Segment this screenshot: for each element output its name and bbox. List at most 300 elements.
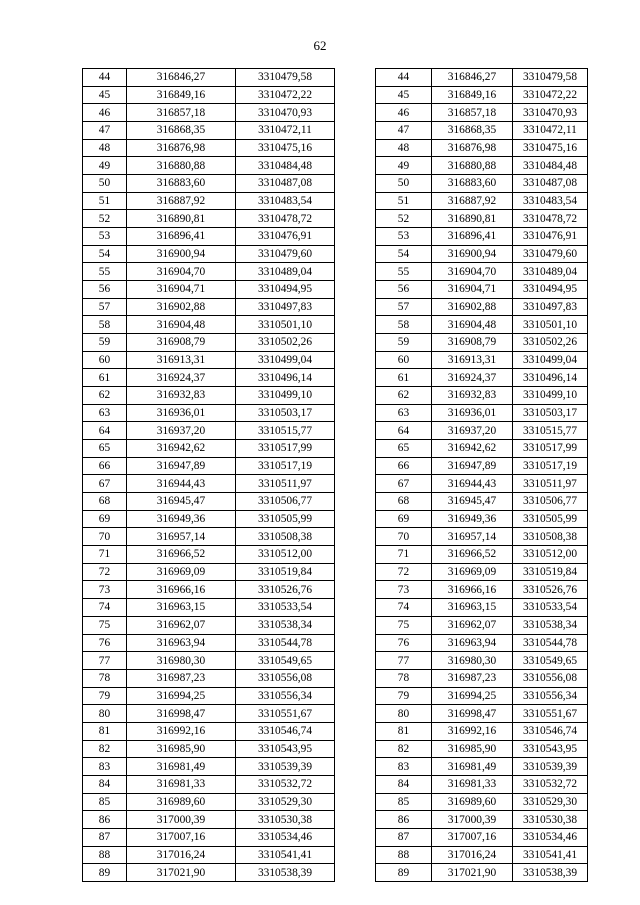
x-coordinate-cell: 316849,16 <box>127 86 236 104</box>
table-row <box>83 316 335 334</box>
point-number-cell: 63 <box>83 404 127 422</box>
point-number-cell: 66 <box>83 457 127 475</box>
table-row <box>376 316 588 334</box>
table-row <box>83 104 335 122</box>
x-coordinate-cell: 317007,16 <box>127 828 236 846</box>
x-coordinate-cell: 316987,23 <box>127 669 236 687</box>
y-coordinate-cell: 3310505,99 <box>236 510 335 528</box>
y-coordinate-cell: 3310549,65 <box>513 652 588 670</box>
point-number-cell: 48 <box>83 139 127 157</box>
y-coordinate-cell: 3310487,08 <box>236 175 335 193</box>
point-number-cell: 50 <box>376 175 432 193</box>
table-row <box>376 422 588 440</box>
point-number-cell: 70 <box>83 528 127 546</box>
point-number-cell: 50 <box>83 175 127 193</box>
x-coordinate-cell: 316945,47 <box>127 493 236 511</box>
table-row <box>83 563 335 581</box>
table-row <box>376 510 588 528</box>
y-coordinate-cell: 3310503,17 <box>513 404 588 422</box>
table-row <box>376 387 588 405</box>
x-coordinate-cell: 317000,39 <box>127 811 236 829</box>
y-coordinate-cell: 3310515,77 <box>513 422 588 440</box>
y-coordinate-cell: 3310484,48 <box>236 157 335 175</box>
x-coordinate-cell: 316896,41 <box>127 228 236 246</box>
y-coordinate-cell: 3310483,54 <box>236 192 335 210</box>
x-coordinate-cell: 316949,36 <box>432 510 513 528</box>
x-coordinate-cell: 316957,14 <box>127 528 236 546</box>
x-coordinate-cell: 316981,33 <box>432 775 513 793</box>
x-coordinate-cell: 316887,92 <box>127 192 236 210</box>
point-number-cell: 68 <box>376 493 432 511</box>
y-coordinate-cell: 3310483,54 <box>513 192 588 210</box>
table-row <box>83 122 335 140</box>
table-row <box>83 493 335 511</box>
table-row <box>83 581 335 599</box>
x-coordinate-cell: 316868,35 <box>432 122 513 140</box>
x-coordinate-cell: 316989,60 <box>127 793 236 811</box>
y-coordinate-cell: 3310489,04 <box>236 263 335 281</box>
table-row <box>376 758 588 776</box>
point-number-cell: 66 <box>376 457 432 475</box>
table-row <box>376 69 588 87</box>
y-coordinate-cell: 3310476,91 <box>513 228 588 246</box>
x-coordinate-cell: 316992,16 <box>432 722 513 740</box>
x-coordinate-cell: 316945,47 <box>432 493 513 511</box>
x-coordinate-cell: 316985,90 <box>127 740 236 758</box>
y-coordinate-cell: 3310496,14 <box>236 369 335 387</box>
page-number: 62 <box>313 38 327 53</box>
table-row <box>376 493 588 511</box>
y-coordinate-cell: 3310533,54 <box>513 599 588 617</box>
point-number-cell: 62 <box>376 387 432 405</box>
table-row <box>83 281 335 299</box>
x-coordinate-cell: 316963,15 <box>127 599 236 617</box>
y-coordinate-cell: 3310515,77 <box>236 422 335 440</box>
x-coordinate-cell: 316849,16 <box>432 86 513 104</box>
y-coordinate-cell: 3310505,99 <box>513 510 588 528</box>
y-coordinate-cell: 3310470,93 <box>513 104 588 122</box>
table-row <box>376 404 588 422</box>
y-coordinate-cell: 3310501,10 <box>513 316 588 334</box>
table-row <box>376 634 588 652</box>
table-row <box>83 758 335 776</box>
x-coordinate-cell: 316887,92 <box>432 192 513 210</box>
table-row <box>83 811 335 829</box>
point-number-cell: 71 <box>83 546 127 564</box>
table-row <box>376 616 588 634</box>
table-row <box>376 86 588 104</box>
table-row <box>83 846 335 864</box>
table-row <box>83 369 335 387</box>
table-row <box>376 475 588 493</box>
x-coordinate-cell: 316981,33 <box>127 775 236 793</box>
y-coordinate-cell: 3310538,39 <box>236 864 335 882</box>
table-row <box>376 705 588 723</box>
y-coordinate-cell: 3310499,10 <box>236 387 335 405</box>
point-number-cell: 84 <box>376 775 432 793</box>
x-coordinate-cell: 316944,43 <box>127 475 236 493</box>
point-number-cell: 72 <box>376 563 432 581</box>
y-coordinate-cell: 3310543,95 <box>513 740 588 758</box>
point-number-cell: 73 <box>83 581 127 599</box>
y-coordinate-cell: 3310538,34 <box>236 616 335 634</box>
table-row <box>376 828 588 846</box>
x-coordinate-cell: 316883,60 <box>127 175 236 193</box>
x-coordinate-cell: 316900,94 <box>432 245 513 263</box>
y-coordinate-cell: 3310497,83 <box>513 298 588 316</box>
point-number-cell: 82 <box>83 740 127 758</box>
table-row <box>83 69 335 87</box>
x-coordinate-cell: 316962,07 <box>432 616 513 634</box>
point-number-cell: 71 <box>376 546 432 564</box>
point-number-cell: 65 <box>83 440 127 458</box>
table-row <box>376 263 588 281</box>
y-coordinate-cell: 3310517,19 <box>236 457 335 475</box>
x-coordinate-cell: 316890,81 <box>127 210 236 228</box>
table-row <box>83 263 335 281</box>
table-row <box>83 86 335 104</box>
table-row <box>376 775 588 793</box>
y-coordinate-cell: 3310503,17 <box>236 404 335 422</box>
table-row <box>376 652 588 670</box>
y-coordinate-cell: 3310479,58 <box>513 69 588 87</box>
table-row <box>376 440 588 458</box>
point-number-cell: 69 <box>83 510 127 528</box>
y-coordinate-cell: 3310472,22 <box>513 86 588 104</box>
y-coordinate-cell: 3310551,67 <box>236 705 335 723</box>
y-coordinate-cell: 3310529,30 <box>513 793 588 811</box>
point-number-cell: 83 <box>83 758 127 776</box>
table-row <box>376 687 588 705</box>
point-number-cell: 84 <box>83 775 127 793</box>
point-number-cell: 49 <box>83 157 127 175</box>
point-number-cell: 45 <box>376 86 432 104</box>
y-coordinate-cell: 3310541,41 <box>513 846 588 864</box>
x-coordinate-cell: 316963,15 <box>432 599 513 617</box>
point-number-cell: 74 <box>376 599 432 617</box>
point-number-cell: 54 <box>83 245 127 263</box>
point-number-cell: 75 <box>83 616 127 634</box>
table-row <box>376 210 588 228</box>
x-coordinate-cell: 316998,47 <box>127 705 236 723</box>
point-number-cell: 60 <box>376 351 432 369</box>
y-coordinate-cell: 3310556,08 <box>513 669 588 687</box>
point-number-cell: 53 <box>83 228 127 246</box>
point-number-cell: 83 <box>376 758 432 776</box>
y-coordinate-cell: 3310475,16 <box>513 139 588 157</box>
x-coordinate-cell: 316904,71 <box>432 281 513 299</box>
y-coordinate-cell: 3310479,60 <box>513 245 588 263</box>
point-number-cell: 80 <box>376 705 432 723</box>
y-coordinate-cell: 3310556,34 <box>513 687 588 705</box>
table-row <box>376 581 588 599</box>
point-number-cell: 82 <box>376 740 432 758</box>
table-row <box>83 210 335 228</box>
point-number-cell: 85 <box>376 793 432 811</box>
point-number-cell: 76 <box>83 634 127 652</box>
y-coordinate-cell: 3310487,08 <box>513 175 588 193</box>
y-coordinate-cell: 3310546,74 <box>236 722 335 740</box>
y-coordinate-cell: 3310551,67 <box>513 705 588 723</box>
point-number-cell: 79 <box>376 687 432 705</box>
x-coordinate-cell: 316846,27 <box>432 69 513 87</box>
table-row <box>376 139 588 157</box>
y-coordinate-cell: 3310472,11 <box>236 122 335 140</box>
x-coordinate-cell: 316876,98 <box>127 139 236 157</box>
point-number-cell: 56 <box>376 281 432 299</box>
x-coordinate-cell: 316936,01 <box>432 404 513 422</box>
y-coordinate-cell: 3310517,19 <box>513 457 588 475</box>
y-coordinate-cell: 3310546,74 <box>513 722 588 740</box>
y-coordinate-cell: 3310499,04 <box>236 351 335 369</box>
y-coordinate-cell: 3310489,04 <box>513 263 588 281</box>
point-number-cell: 67 <box>376 475 432 493</box>
point-number-cell: 60 <box>83 351 127 369</box>
y-coordinate-cell: 3310502,26 <box>513 334 588 352</box>
point-number-cell: 58 <box>376 316 432 334</box>
y-coordinate-cell: 3310534,46 <box>513 828 588 846</box>
x-coordinate-cell: 316963,94 <box>127 634 236 652</box>
table-row <box>83 616 335 634</box>
table-row <box>83 228 335 246</box>
x-coordinate-cell: 316932,83 <box>432 387 513 405</box>
y-coordinate-cell: 3310526,76 <box>513 581 588 599</box>
table-row <box>376 369 588 387</box>
x-coordinate-cell: 316947,89 <box>127 457 236 475</box>
x-coordinate-cell: 316932,83 <box>127 387 236 405</box>
x-coordinate-cell: 316949,36 <box>127 510 236 528</box>
table-row <box>83 510 335 528</box>
point-number-cell: 77 <box>376 652 432 670</box>
y-coordinate-cell: 3310556,34 <box>236 687 335 705</box>
point-number-cell: 65 <box>376 440 432 458</box>
point-number-cell: 76 <box>376 634 432 652</box>
x-coordinate-cell: 316981,49 <box>127 758 236 776</box>
y-coordinate-cell: 3310476,91 <box>236 228 335 246</box>
x-coordinate-cell: 317021,90 <box>432 864 513 882</box>
y-coordinate-cell: 3310539,39 <box>236 758 335 776</box>
point-number-cell: 72 <box>83 563 127 581</box>
x-coordinate-cell: 316857,18 <box>127 104 236 122</box>
table-row <box>376 192 588 210</box>
table-row <box>83 175 335 193</box>
y-coordinate-cell: 3310538,34 <box>513 616 588 634</box>
table-row <box>83 457 335 475</box>
table-row <box>83 528 335 546</box>
y-coordinate-cell: 3310494,95 <box>236 281 335 299</box>
x-coordinate-cell: 316908,79 <box>432 334 513 352</box>
x-coordinate-cell: 316980,30 <box>127 652 236 670</box>
table-row <box>83 669 335 687</box>
point-number-cell: 81 <box>83 722 127 740</box>
x-coordinate-cell: 317016,24 <box>432 846 513 864</box>
y-coordinate-cell: 3310470,93 <box>236 104 335 122</box>
y-coordinate-cell: 3310508,38 <box>513 528 588 546</box>
y-coordinate-cell: 3310544,78 <box>236 634 335 652</box>
table-row <box>83 387 335 405</box>
x-coordinate-cell: 316896,41 <box>432 228 513 246</box>
x-coordinate-cell: 316857,18 <box>432 104 513 122</box>
point-number-cell: 79 <box>83 687 127 705</box>
point-number-cell: 58 <box>83 316 127 334</box>
point-number-cell: 75 <box>376 616 432 634</box>
point-number-cell: 89 <box>83 864 127 882</box>
table-row <box>83 475 335 493</box>
point-number-cell: 86 <box>376 811 432 829</box>
x-coordinate-cell: 316963,94 <box>432 634 513 652</box>
x-coordinate-cell: 316969,09 <box>127 563 236 581</box>
point-number-cell: 53 <box>376 228 432 246</box>
point-number-cell: 78 <box>83 669 127 687</box>
table-row <box>83 705 335 723</box>
x-coordinate-cell: 316966,52 <box>127 546 236 564</box>
table-row <box>376 298 588 316</box>
point-number-cell: 51 <box>376 192 432 210</box>
x-coordinate-cell: 316992,16 <box>127 722 236 740</box>
x-coordinate-cell: 316994,25 <box>432 687 513 705</box>
y-coordinate-cell: 3310479,58 <box>236 69 335 87</box>
coordinates-table-right <box>375 68 588 882</box>
table-row <box>376 811 588 829</box>
table-row <box>376 546 588 564</box>
y-coordinate-cell: 3310508,38 <box>236 528 335 546</box>
table-row <box>376 175 588 193</box>
table-row <box>83 440 335 458</box>
point-number-cell: 80 <box>83 705 127 723</box>
table-row <box>83 634 335 652</box>
point-number-cell: 70 <box>376 528 432 546</box>
table-row <box>83 334 335 352</box>
point-number-cell: 47 <box>83 122 127 140</box>
y-coordinate-cell: 3310519,84 <box>236 563 335 581</box>
table-row <box>376 846 588 864</box>
table-row <box>376 599 588 617</box>
y-coordinate-cell: 3310475,16 <box>236 139 335 157</box>
table-row <box>376 793 588 811</box>
x-coordinate-cell: 316904,70 <box>127 263 236 281</box>
table-row <box>83 139 335 157</box>
y-coordinate-cell: 3310479,60 <box>236 245 335 263</box>
coordinates-table-left <box>82 68 335 882</box>
point-number-cell: 73 <box>376 581 432 599</box>
table-row <box>83 422 335 440</box>
x-coordinate-cell: 316902,88 <box>127 298 236 316</box>
point-number-cell: 61 <box>83 369 127 387</box>
x-coordinate-cell: 316846,27 <box>127 69 236 87</box>
x-coordinate-cell: 316924,37 <box>127 369 236 387</box>
table-row <box>83 793 335 811</box>
y-coordinate-cell: 3310519,84 <box>513 563 588 581</box>
y-coordinate-cell: 3310472,22 <box>236 86 335 104</box>
y-coordinate-cell: 3310494,95 <box>513 281 588 299</box>
y-coordinate-cell: 3310549,65 <box>236 652 335 670</box>
x-coordinate-cell: 316969,09 <box>432 563 513 581</box>
x-coordinate-cell: 316890,81 <box>432 210 513 228</box>
point-number-cell: 55 <box>376 263 432 281</box>
y-coordinate-cell: 3310517,99 <box>236 440 335 458</box>
point-number-cell: 74 <box>83 599 127 617</box>
x-coordinate-cell: 316904,71 <box>127 281 236 299</box>
y-coordinate-cell: 3310506,77 <box>513 493 588 511</box>
y-coordinate-cell: 3310530,38 <box>236 811 335 829</box>
point-number-cell: 89 <box>376 864 432 882</box>
table-row <box>83 828 335 846</box>
point-number-cell: 81 <box>376 722 432 740</box>
x-coordinate-cell: 316883,60 <box>432 175 513 193</box>
point-number-cell: 77 <box>83 652 127 670</box>
point-number-cell: 57 <box>83 298 127 316</box>
table-row <box>83 722 335 740</box>
table-row <box>376 157 588 175</box>
point-number-cell: 52 <box>83 210 127 228</box>
point-number-cell: 44 <box>376 69 432 87</box>
y-coordinate-cell: 3310484,48 <box>513 157 588 175</box>
table-row <box>376 669 588 687</box>
x-coordinate-cell: 316987,23 <box>432 669 513 687</box>
x-coordinate-cell: 316913,31 <box>127 351 236 369</box>
x-coordinate-cell: 316947,89 <box>432 457 513 475</box>
point-number-cell: 85 <box>83 793 127 811</box>
point-number-cell: 55 <box>83 263 127 281</box>
x-coordinate-cell: 316876,98 <box>432 139 513 157</box>
table-row <box>83 192 335 210</box>
y-coordinate-cell: 3310501,10 <box>236 316 335 334</box>
x-coordinate-cell: 316966,16 <box>127 581 236 599</box>
table-row <box>83 740 335 758</box>
point-number-cell: 49 <box>376 157 432 175</box>
x-coordinate-cell: 316868,35 <box>127 122 236 140</box>
x-coordinate-cell: 316904,70 <box>432 263 513 281</box>
x-coordinate-cell: 316942,62 <box>432 440 513 458</box>
x-coordinate-cell: 316880,88 <box>432 157 513 175</box>
table-row <box>376 334 588 352</box>
point-number-cell: 88 <box>376 846 432 864</box>
y-coordinate-cell: 3310512,00 <box>513 546 588 564</box>
y-coordinate-cell: 3310496,14 <box>513 369 588 387</box>
x-coordinate-cell: 316880,88 <box>127 157 236 175</box>
x-coordinate-cell: 316966,16 <box>432 581 513 599</box>
point-number-cell: 78 <box>376 669 432 687</box>
table-row <box>376 740 588 758</box>
y-coordinate-cell: 3310539,39 <box>513 758 588 776</box>
y-coordinate-cell: 3310511,97 <box>236 475 335 493</box>
y-coordinate-cell: 3310478,72 <box>513 210 588 228</box>
y-coordinate-cell: 3310543,95 <box>236 740 335 758</box>
table-row <box>376 228 588 246</box>
point-number-cell: 88 <box>83 846 127 864</box>
x-coordinate-cell: 316937,20 <box>432 422 513 440</box>
x-coordinate-cell: 316902,88 <box>432 298 513 316</box>
y-coordinate-cell: 3310472,11 <box>513 122 588 140</box>
y-coordinate-cell: 3310532,72 <box>513 775 588 793</box>
x-coordinate-cell: 317021,90 <box>127 864 236 882</box>
table-row <box>83 652 335 670</box>
table-row <box>376 281 588 299</box>
y-coordinate-cell: 3310511,97 <box>513 475 588 493</box>
table-row <box>376 245 588 263</box>
table-row <box>376 457 588 475</box>
x-coordinate-cell: 317007,16 <box>432 828 513 846</box>
table-row <box>376 864 588 882</box>
table-row <box>376 351 588 369</box>
point-number-cell: 44 <box>83 69 127 87</box>
x-coordinate-cell: 316936,01 <box>127 404 236 422</box>
point-number-cell: 57 <box>376 298 432 316</box>
y-coordinate-cell: 3310499,04 <box>513 351 588 369</box>
y-coordinate-cell: 3310526,76 <box>236 581 335 599</box>
y-coordinate-cell: 3310529,30 <box>236 793 335 811</box>
point-number-cell: 45 <box>83 86 127 104</box>
